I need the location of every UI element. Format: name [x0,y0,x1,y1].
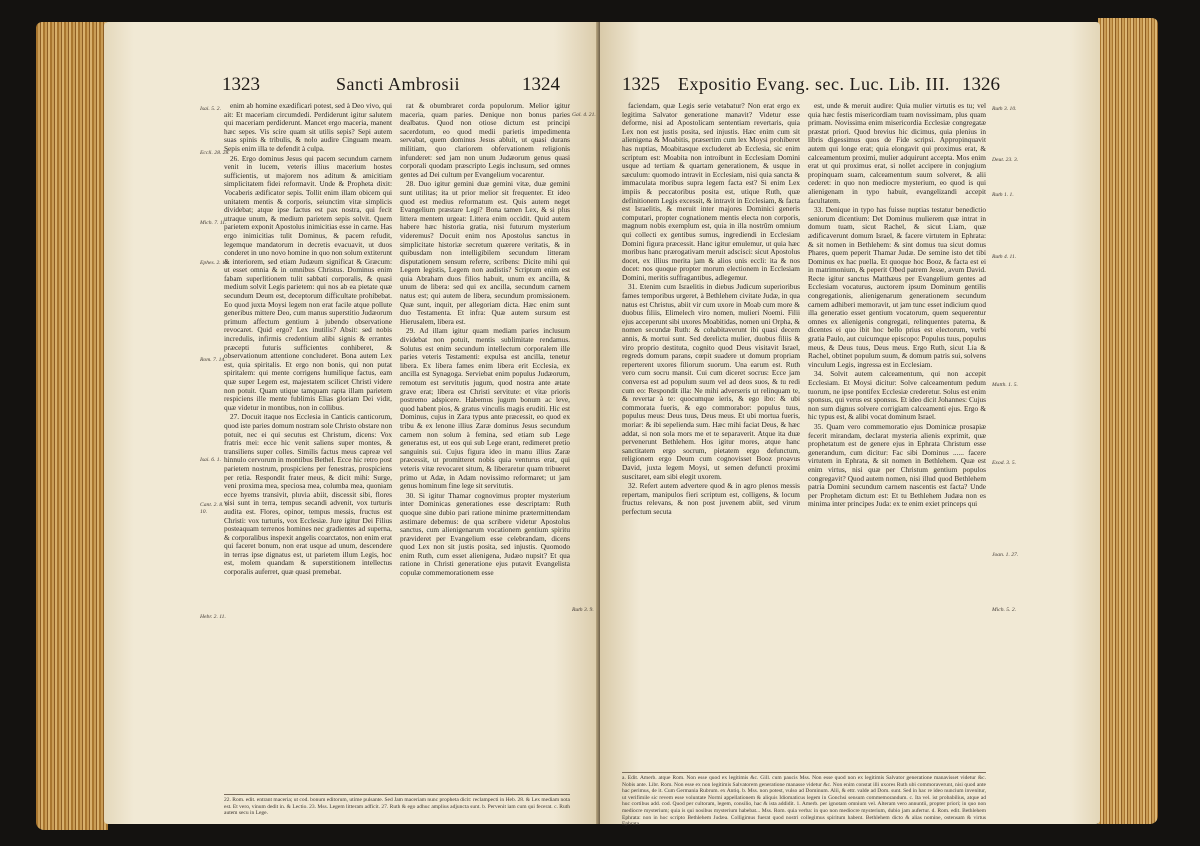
margin-reference: Ruth 4. 11. [992,254,1017,260]
right-running-title: Expositio Evang. sec. Luc. Lib. III. [678,74,950,94]
right-page-number-inner: 1326 [962,74,1000,95]
margin-reference: Matth. 1. 5. [992,382,1018,388]
left-footnotes: 22. Rom. edit. entrant maceria; ut cod. bonum editorum, utime pulsante. Sed Jam maceriam nunc propheta dicit: reclampecti in Heb. 28. & Lex mediam nota est. Et vero, vinum dedit in. & Lectio. 23. Mss. Legem litteram adficit. 27. Ruth & ego adhuc amplius adjuncta sunt. b. Pervenit iam cum qui fecerat. c. Ruth autem secu in Lege. [224,794,570,819]
margin-reference: Hebr. 2. 11. [200,614,226,620]
margin-reference: Ruth 1. 1. [992,192,1014,198]
margin-reference: Isai. 6. 1. [200,457,221,463]
paragraph: 26. Ergo dominus Jesus qui pacem secundum carnem venit in lucem, veteris illius macerium hostes sufficientis, ut majorem nos aditum & amicitiam simplicitatem fidei reformavit. Unde & Propheta dixit: Vocaberis ædificator sepis. Tollit enim illam obicem qui unitatem mentis & corporis, seiunctim vitæ simplicis dividebat; atque ipse factus est pax nostra, qui fecit utraque unum, & medium parietem sepis solvit. Quem parietem exponit Apostolus inimicitias esse in carne. Has ergo inimicitias tulit Dominus, & pacem refudit, legemque mandatorum in decretis evacuavit, ut duos conderet in uno novo homine in quo non solum extiterunt & interiorem, sed etiam Judæum significat & Græcum: ut esset omnia & in omnibus Christus. Dominus enim fabam superlitionem tulit sabbati corporalis, & quasi medium solvit Legis parietem: qui nos ab ea pietate quæ secundum Deum est, deceptorum difficultate prohibebat. Eo quod juxta Moysi legem non erat facile atque pollute generibus mittere Deo, cum manus superstitio Judæorum primum affectum gentium à jubendo observatione revocaret. Quid ergo? Lex inutilis? Absit: sed nobis incredulis, infirmis credentium alibi signis & errantes præcepti futuris sufficientes conhiberet, & observationum attentione concluderet. Bona autem Lex est, quia spiritalis. Et ergo non bonis, qui non putat spiritalem: qui mente corrigens humilique factus, eam quæ super Legem est, majestatem scilicet Christi videre non potuit. Quam utique tamquam rapta illam parietem respiciens ille mente fublimis Elias gloriam Dei vidit, quæ videtur in montibus, non in collibus. [224,153,393,412]
right-column-b [808,102,986,768]
book-edge-left [36,22,108,830]
left-running-title: Sancti Ambrosii [336,74,460,94]
paragraph: 34. Solvit autem calceamentum, qui non accepit Ecclesiam. Et Moysi dicitur: Solve calceamentum pedum tuorum, ne ipse pontifex Ecclesiæ crederetur. Solus est enim sponsus, qui verus est sponsus. Et ideo dicit Johannes: Cujus non sum dignus solvere corrigiam calceamenti ejus. Ergo & hic typus est, & alibi vocat dominum Israel. [808,369,986,422]
margin-reference: Ruth 3. 10. [992,106,1017,112]
margin-reference: Exod. 3. 5. [992,460,1017,466]
paragraph: 31. Etenim cum Israelitis in diebus Judicum superioribus fames temporibus urgeret, à Bethlehem civitate Judæ, in qua natus est Christus, abiit vir cum uxore in Moab cum more & duobus filiis, Elimelech viro nomen, mulieri Noemi. Filii ejus acceperunt sibi uxores Moabitidas, nomen uni Orpha, & nomen secundæ Ruth: & cohabitaverunt ibi quasi decem annis, & mortui sunt. Sed derelicta mulier, duobus filiis & viro proprio destituta, cognito quod Deus visitavit Israel, regreds domum parans, cœpit suadere ut domum propriam reperterent uxores filiorum suorum. Una earum est. Ruth vero cum socru mansit. Cui cum diceret socrus: Ecce jam conversa est ad populum suum vel ad deos suos, & tu redi cum eo: Respondit illa: Ne mihi adverseris ut relinquam te, & revertar à te: quocumque ieris, & ego ibo: & ubi commorata fueris, & ego commorabor: populus tuus, populus meus: Deus tuus, Deus meus. Et ubi mortua fueris, moriar: & ibi sepelienda sum. Hæc mihi faciat Deus, & hæc addat, si non sola mors me et te separaverit. Atque ita duæ pervenerunt Bethlehem. Hos igitur mores, atque hanc sanctitatem ergo socrum, pietatem ergo defunctum, religionem ergo Deum cum cognovisset Booz proavus David, juxta legem Moysi, ut semen defuncti proximi suscitaret, eam sibi elegit uxorem. [622,282,800,481]
paragraph: est, unde & meruit audire: Quia mulier virtutis es tu; vel quia hæc festis misericordiam tuam novissimam, plus quam primam. Novissima enim misericordia Ecclesiæ congregatæ præstat priori. Quod brevius hic dicimus, quia plenius in libris digessimus quos de Fide scripsi. Appropinquavit autem qui longe erat; quia elongavit qui proximus erat, & calceamentum proximi, mulier adquirunt accepta. Mos enim erat ut qui proximus erat, si nollet accipere in conjugium propinquam suam, calceamentum suum solveret, & alii cederet: in quo non mediocre mysterium, eo quod is qui alienigenam in typo habuit, evangelizandi accepit facultatem. [808,101,986,205]
margin-reference: Gal. 4. 21. [572,112,596,118]
margin-reference: Rom. 7. 14. [200,357,226,363]
right-footnotes: a. Edit. Amerb. atque Rom. Non esse quod ex legitimis &c. Gill. cum paucis Mss. Non esse quod non ex legitimis Salvator generatione manavisset videtur &c. Nobis ante. Libr. Rom. Non esse ex non legitimis Salvatorem generatione manasse videtur &c. Non enim constat illi uxores Ruth ubi commoraverunt, nisi quod ante hac perimus, de it. Cum Germania Rubrum. ex Antiq. b. Mss. non potest, vulso ad Dominum. Alii, & ettr. valde ad Dom. sunt. Sed in hac re ideo nuncium invenitur, ut verifimile sic revem esse voluntate Normi appellationem & aliquis Idiomaticus legem in Gonchsi sensum commemorandum. c. Ita vel. ist probabilius, atque ad huc cortibus add. cod. Quod per cultoram, legem, consilio, hac & ista addidit. 1. Amerb. per ignotam omnium vel. Alteram vero annuntii, propter priori; in quo non mediocre mysterium; quia is qui nosibus mysterium habebat... Mss. Rom. quia verba: in quo non mediocre mysterium, dubio jam aufertur. d. Rom. edit. Bethlehem Ephrata: non in hoc scripto Bethlehem Judæa. Colligimus fuerat quod nostri collegimus spiritum habent. Bethlehem dicto & alias nomine, ostensam & virtus Ephrata. [622,772,986,819]
right-page-number-outer: 1325 [622,74,660,95]
right-page [600,22,1100,828]
paragraph: faciendam, quæ Legis serie vetabatur? Non erat ergo ex legitima Salvator generatione manavit? Videtur esse deforme, nisi ad Apostolicam sententiam revertaris, quia Lex non est justis posita, sed injustis. Hæc enim cum sit alienigena & Moabitis, præsertim cum lex Moysi prohiberet has nuptias, Moabitasque excluderet ab Ecclesia, sic enim scriptum est: Moabita non introibunt in Ecclesiam Domini usque ad tertiam & quartam generationem, & usque in sæculum: quomodo intravit in Ecclesiam, nisi quia sancta & immaculata moribus supra legem facta est? Si enim Lex impiis & peccatoribus posita est, utique Ruth, quæ definitionem Legis excessit, & intravit in Ecclesiam, & facta est Israelitis, & meruit inter majores Dominici generis computari, propter cognationem mentis electa non corporis, magnum nobis exemplum est, quia in illa nostrûm omnium qui collecti ex gentibus sumus, ingrediendi in Ecclesiam Domini figura præcessit. Hanc igitur emulemur, ut quia hæc moribus hanc prærogativam meruit adscisci: sicut Apostolus docet, ex illius merita jam & alios unis eccli: ita & nos docet: nos quoque propter morum electionem in Ecclesiam Domini, meritis suffragantibus, adlegemur. [622,101,800,282]
margin-reference: Deut. 23. 3. [992,157,1019,163]
margin-reference: Cant. 2. 8. 9. 10. [200,502,230,515]
margin-reference: Isai. 5. 2. [200,106,221,112]
margin-reference: Mich. 7. 11. [200,220,227,226]
margin-reference: Joan. 1. 27. [992,552,1019,558]
paragraph: 30. Si igitur Thamar cognovimus propter mysterium inter Dominicas generationes esse descriptam: Ruth quoque sine dubio pari ratione minime prætermittendam æstimare debemus: de qua scribere videtur Apostolus sanctus, cum alienigenarum vocationem gentium spiritu prævideret per Evangelium esse celebrandam, dicens quod Lex non sit justis posita, sed injustis. Quomodo enim Ruth, cum esset alienigena, Judæo nupsit? Et qua ratione in Christi generatione ejus putavit Evangelista copulæ commemorationem esse [400,490,570,578]
paragraph: 28. Duo igitur gemini duæ gemini vitæ, duæ gemini sunt utilitas; ita ut prior melior sit frequenter. Et ideo quod est medius reformatum est. Quis autem neget Evangelium præstare Legi? Bona tamen Lex, & si plus littera mentem urgeat: Littera enim occidit. Quid autem habere hæc historia gratia, nisi futurum mysterium videremus? Docuit enim nos Apostolus sanctus in simplicitate historiæ secretum quærere veritatis, & in quibusdam non intelligibilem secundum litteram disputationem sensum referre, scribens: Dicite mihi qui Legem legistis, Legem non audistis? Scriptum enim est quia Abraham duos filios habuit, unum ex ancilla, & unum de libera: sed qui ex ancilla, secundum carnem natus est; qui autem de libera, secundum promissionem. Quæ sunt, inquit, per allegoriam dicta. Hæc enim sunt duo Testamenta. Et infra: Quæ autem sursum est Hierusalem, libera est. [400,179,570,326]
margin-reference: Ephes. 2. 14. [200,260,230,266]
left-page [104,22,600,824]
left-column-a [224,102,392,790]
paragraph: 29. Ad illam igitur quam mediam paries inclusum dividebat non potuit, mentis sublimitate rendamus. Solutus est enim secundum intellectum corporalem ille paries veteris Testamenti: expulsa est ancilla, tenetur libera. Ex libera fames enim libera erit Ecclesia, ex ancilla est Synagoga. Serviebat enim populus Judæorum, remotum est servitutis jugum, quod nostra ante ætate grave erat; libera est Christi servitute: et vitæ prioris postremo adspicere. Habemus jugum bonum ac leve, quod habent pios, & gratus vinculis magis eruditi. Hic est Dominus, cujus in Zara typus ante præcessit, eo quod ex tribu & ex lenone illius Zaræ dominus Jesus secundum carnem non solum à femina, sed etiam sub Lege generatus est, ut eos qui sub Lege erant, redimeret pretio sanguinis sui. Cujus figura ideo in manu illius Zaræ præcessit, ut promitteret nobis quia venturus erat, qui veteris vitæ revocaret situm, & liberaretur quam tribueret primo ut Adæ, in Adam novissimo reformaret; ut jam genus hominum fine lege sit servitutis. [400,326,570,491]
paragraph: rat & obumbraret corda populorum. Melior igitur maceria, quam paries. Denique non bonus paries dealbatus. Quod non otiose dictum est principi sacerdotum, eo quod medii parietis impedimenta servabat, quem dominus Jesus abluit, ut quasi durans militiam, quo clariorem obfervationem religionis infunderet: sed jam non unum Judæorum genus quasi corporali quodam præscripto Legis inclusum, sed omnes gentes ad Dei cultum per Evangelium vocarentur. [400,101,570,179]
margin-reference: Mich. 5. 2. [992,607,1017,613]
paragraph: 33. Denique in typo has fuisse nuptias testatur benedictio seniorum dicentium: Det Dominus mulierem quæ intrat in domum tuam, sicut Rachel, & sicut Liam, quæ ædificaverunt domum Israel, & facere virtutem in Ephrata: & sit nomen in Bethlehem: & sint domus tua sicut domus Phares, quem peperit Thamar Judæ. De semine isto det tibi Dominus ex hac puella. Et quoque hoc Booz, & facta est ei in matrimonium, & peperit Obed patrem Jesse, avum David. Recte igitur sanctus Matthæus per Evangelium gentes ad Ecclesiam vocaturus, auctorem ipsum Dominum gentilis congregationis, alienigenarum generationem secundum carnem adhiberi memoravit, ut jam tunc esset indicium quod illa generatio esset gentium vocatorum, quem sequerentur omnes ex alienigenis congregati, relinquentes paterna, & dicentes ei quo ibit hoc bello prius est electorum, verbi gratia Paulo, aut cuicumque episcopo: Populus tuus, populus meus, & Deus tuus, Deus meus. Ergo Ruth, sicut Lia & Rachel, obtinet populum suum, & domum patris sui, solvens vinculum Legis, ingressa est in Ecclesiam. [808,205,986,369]
left-column-b [400,102,570,790]
paragraph: 35. Quam vero commemoratio ejus Dominicæ prosapiæ fecerit mirandam, declarat mysteria alienis exprimit, quæ prophetatum est de genere ejus in Ephrata Christum esse generandum, cum dicitur: Fac sibi Dominus ...... facere virtutem in Ephrata, & sit nomen in Bethlehem. Quæ est enim virtus, nisi quæ per Christum gentium populos congregavit? Quod autem nomen, nisi illud quod Bethlehem patria Domini secundum carnem nascentis est facta? Unde per Prophetam dictum est: Et tu Bethlehem Judæa non es minima inter principes Juda: ex te enim exiet princeps qui [808,421,986,509]
book-edge-right [1098,18,1158,824]
paragraph: 27. Docuit itaque nos Ecclesia in Canticis canticorum, quod iste paries domum nostram sole Christo obstare non potuit, nec ei qui secutus est Christum, dicens: Vox fratris mei: ecce hic venit saliens super montes, & transiliens super colles. Similis factus meus capreæ vel hinnulo cervorum in montibus Bethel. Ecce hic retro post parietem nostrum, prospiciens per fenestras, prospiciens per retia. Respondit frater meus, & dicit mihi: Surge, veni proxima mea, speciosa mea, columba mea, quoniam ecce hyems transivit, pluvia abiit, discessit sibi, flores visi sunt in terra, tempus secandi advenit, vox turturis audita est. Flores, opinor, tempus messis, fructus est Christi: vox turturis, vox Ecclesiæ. Jure igitur Dei Filius posteaquam terrenos homines nec gradientes ad superna, & corporalibus inspexit angelis coarctatos, non enim erat qui faceret bonum, non erat usque ad unum, descendere in terras ipse dignatus est, ut parietem illum Legis, hoc est, molem quandam & superstitionem intellectus corporalis auferret, quæ quasi premebat. [224,412,392,577]
right-column-a [622,102,800,768]
paragraph: enim ab homine exædificari potest, sed à Deo vivo, qui ait: Et maceriam circumdedi. Perdiderunt igitur salutem qui maceriam perdiderunt. Mancet ergo maceria, manent hæc sepes. Vis scire quam sit utilis sepis? Sepi autem suas spinis & tribulis, & nolo audire Cinguam meam. Sepis enim illa te defendit à culpa. [224,101,392,153]
paragraph: 32. Refert autem advertere quod & in agro plenos messis repertam, manipulos fieri scriptum est, colligens, & locum fructus relevans, & non post juvenem abiit, sed virum perfectum secuta [622,481,800,516]
margin-reference: Eccli. 28. 28. [200,150,230,156]
left-page-number-inner: 1324 [522,74,560,95]
left-page-number-outer: 1323 [222,74,260,95]
margin-reference: Ruth 3. 9. [572,607,594,613]
